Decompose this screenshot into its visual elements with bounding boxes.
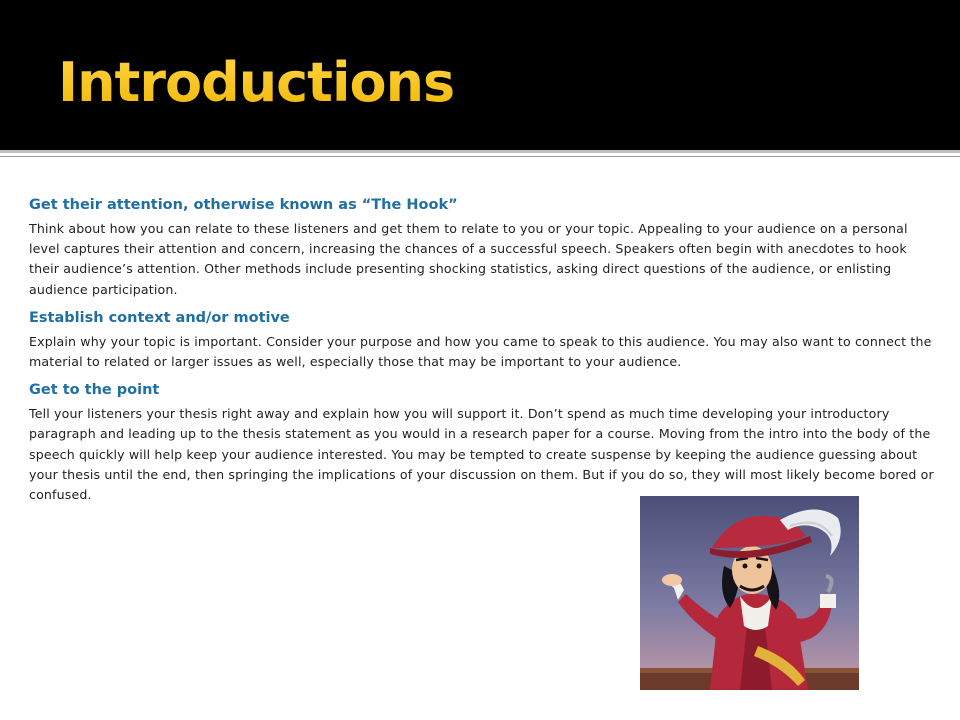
section-hook: [29, 194, 935, 300]
title-divider: [0, 150, 960, 153]
title-divider-thin: [0, 156, 960, 157]
section-body: Tell your listeners your thesis right away and explain how you will support it. Don’t spend as much time developing your introductory paragraph and leading up to the thesis statement as you would in a research paper for a course. Moving from the intro into the body of the speech quickly will help keep your audience interested. You may be tempted to create suspense by keeping the audience guessing about your thesis until the end, then springing the implications of your discussion on them. But if you do so, they will most likely become bored or confused.: [29, 406, 934, 503]
section-body: Explain why your topic is important. Consider your purpose and how you came to speak to this audience. You may also want to connect the material to related or larger issues as well, especially those that may be important to your audience.: [29, 333, 932, 370]
section-heading: Establish context and/or motive: [29, 309, 290, 326]
section-point: [29, 379, 935, 505]
section-heading: Get their attention, otherwise known as “The Hook”: [29, 197, 458, 213]
section-context: [29, 307, 935, 372]
section-heading: Get to the point: [29, 382, 160, 399]
cartoon-pirate-captain-illustration: [640, 496, 859, 690]
section-body: Think about how you can relate to these listeners and get them to relate to you or your topic. Appealing to your audience on a personal level captures their attention and concern, increasing the chances of a successful speech. Speakers often begin with anecdotes to hook their audience’s attention. Other methods include presenting shocking statistics, asking direct questions of the audience, or enlisting audience participation.: [29, 221, 908, 297]
slide-title: Introductions: [58, 48, 454, 118]
slide-content: [29, 194, 935, 505]
pirate-captain-picture: [640, 496, 859, 690]
title-bar: [0, 0, 960, 150]
